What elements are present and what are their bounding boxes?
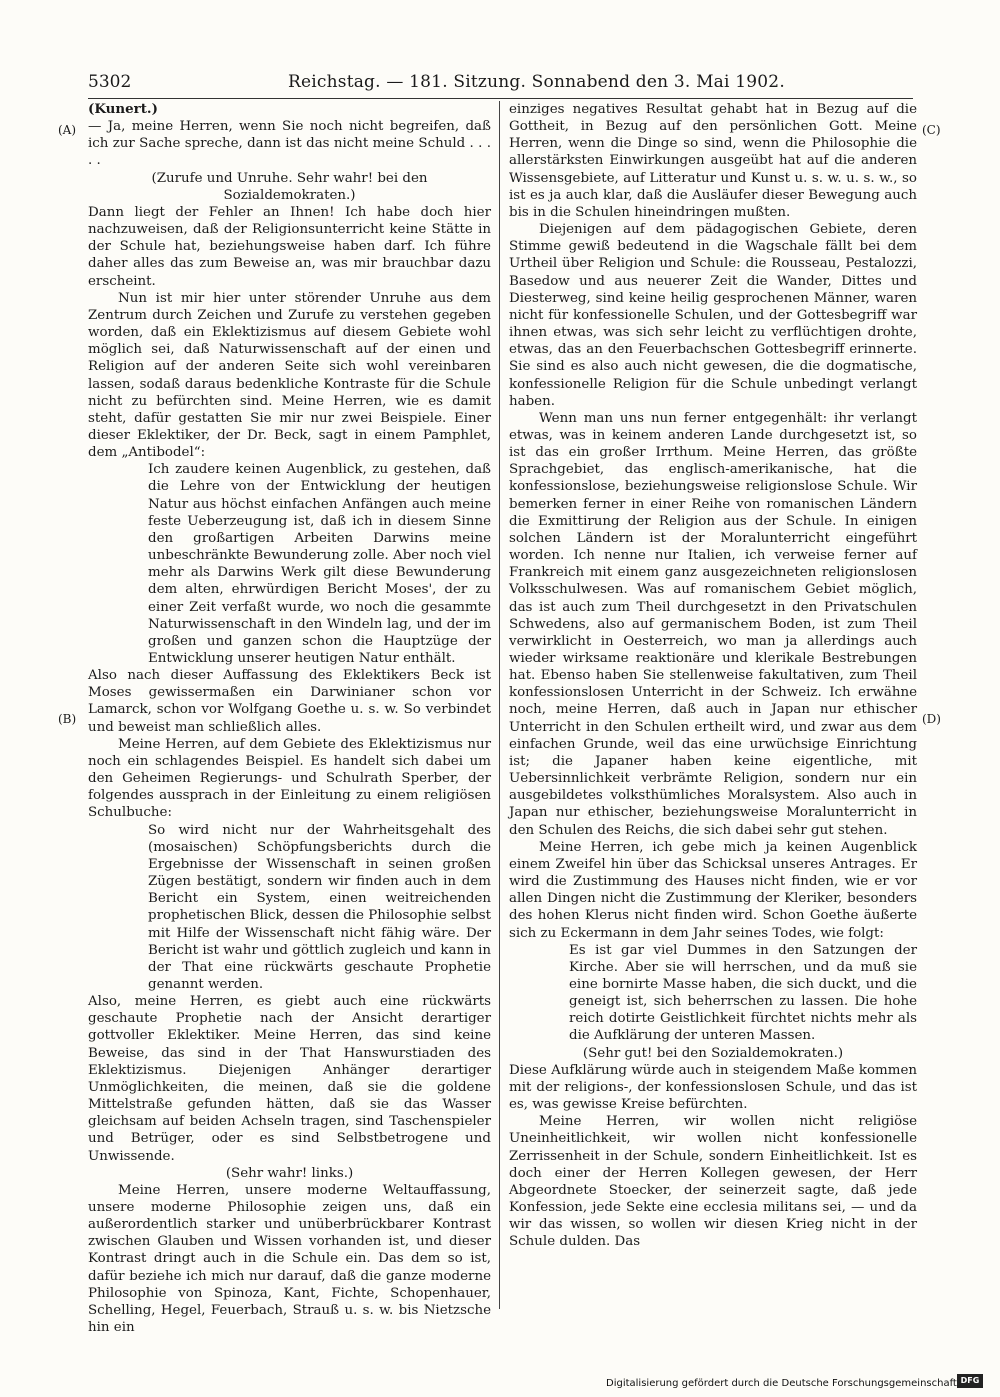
column-divider xyxy=(499,101,500,1309)
right-column xyxy=(509,101,917,1250)
paragraph: Meine Herren, wir wollen nicht religiöse Uneinheitlichkeit, wir wollen nicht konfessionelle Zerrissenheit in der Schule, sondern Einheitlichkeit. Ist es doch einer der Herren Kollegen gewesen, der Herr Abgeordnete Stoecker, der seinerzeit sagte, daß jede Konfession, jede Sekte eine ecclesia militans sei, — und da wir das wissen, so wollen wir diesen Krieg nicht in der Schule dulden. Das xyxy=(509,1114,917,1250)
dfg-logo: DFG xyxy=(957,1374,983,1388)
page-header xyxy=(88,72,918,96)
footer-credit: Digitalisierung gefördert durch die Deutsche Forschungsgemeinschaft xyxy=(606,1378,957,1389)
block-quote: So wird nicht nur der Wahrheitsgehalt des (mosaischen) Schöpfungsberichts durch die Ergebnisse der Wissenschaft in seinen großen Zügen bestätigt, sondern wir finden auch in dem Bericht ein System, einen weitreichenden prophetischen Blick, dessen die Philosophie selbst mit Hilfe der Wissenschaft nicht fähig wäre. Der Bericht ist wahr und göttlich zugleich und kann in der That eine rückwärts geschaute Prophetie genannt werden. xyxy=(148,822,491,992)
paragraph: Wenn man uns nun ferner entgegenhält: ihr verlangt etwas, was in keinem anderen Lande durchgesetzt ist, so ist das ein großer Irrthum. Meine Herren, das größte Sprachgebiet, das englisch-amerikanische, hat die konfessionslose, beziehungsweise religionslose Schule. Wir bemerken ferner in einer Reihe von romanischen Ländern die Exmittirung der Religion aus der Schule. In einigen solchen Ländern ist der Moralunterricht eingeführt worden. Ich nenne nur Italien, ich verweise ferner auf Frankreich mit einem ganz ausgezeichneten religionslosen Volksschulwesen. Was auf romanischem Gebiet möglich, das ist auch zum Theil durchgesetzt in den Privatschulen Schwedens, also auf germanischem Boden, ist zum Theil verwirklicht in Oesterreich, wo man ja allerdings auch wieder wirksame reaktionäre und klerikale Bestrebungen hat. Ebenso haben Sie stellenweise fakultativen, zum Theil konfessionslosen Unterricht in der Schweiz. Ich erwähne noch, meine Herren, daß auch in Japan nur ethischer Unterricht in den Schulen ertheilt wird, und zwar aus dem einfachen Grunde, weil das eine urwüchsige Einrichtung ist; die Japaner haben keine eigentliche, mit Uebersinnlichkeit verbrämte Religion, sondern nur ein ausgebildetes volksthümliches Moralsystem. Also auch in Japan nur ethischer, beziehungsweise Moralunterricht in den Schulen des Reichs, die sich dabei sehr gut stehen. xyxy=(509,410,917,838)
paragraph: — Ja, meine Herren, wenn Sie noch nicht begreifen, daß ich zur Sache spreche, dann ist das nicht meine Schuld . . . . . xyxy=(88,119,491,169)
paragraph: Nun ist mir hier unter störender Unruhe aus dem Zentrum durch Zeichen und Zurufe zu verstehen gegeben worden, daß ein Eklektizismus auf diesem Gebiete wohl möglich sei, daß Naturwissenschaft auf der einen und Religion auf der anderen Seite sich wohl vereinbaren lassen, sodaß daraus bedenkliche Kontraste für die Schule nicht zu befürchten sind. Meine Herren, wie es damit steht, dafür gestatten Sie mir nur zwei Beispiele. Einer dieser Eklektiker, der Dr. Beck, sagt in einem Pamphlet, dem „Antibodel“: xyxy=(88,290,491,461)
margin-marker-c: (C) xyxy=(922,123,941,137)
speaker-name: (Kunert.) xyxy=(88,101,158,117)
interjection: (Zurufe und Unruhe. Sehr wahr! bei den Sozialdemokraten.) xyxy=(151,170,428,203)
paragraph: Also, meine Herren, es giebt auch eine rückwärts geschaute Prophetie nach der Ansicht derartiger gottvoller Eklektiker. Meine Herren, das sind keine Beweise, das sind in der That Hanswurstiaden des Eklektizismus. Diejenigen Anhänger derartiger Unmöglichkeiten, die meinen, daß sie die goldene Mittelstraße gefunden hätten, daß sie das Wasser gleichsam auf beiden Achseln tragen, sind Taschenspieler und Betrüger, oder es sind Selbstbetrogene und Unwissende. xyxy=(88,994,491,1164)
paragraph: Meine Herren, ich gebe mich ja keinen Augenblick einem Zweifel hin über das Schicksal unseres Antrages. Er wird die Zustimmung des Hauses nicht finden, wie er vor allen Dingen nicht die Zustimmung der Kleriker, besonders des hohen Klerus nicht finden wird. Schon Goethe äußerte sich zu Eckermann in dem Jahr seines Todes, wie folgt: xyxy=(509,839,917,941)
paragraph: Diese Aufklärung würde auch in steigendem Maße kommen mit der religions-, der konfessionslosen Schule, und das ist es, was gewisse Kreise befürchten. xyxy=(509,1062,917,1113)
left-column xyxy=(88,101,491,1336)
paragraph: Meine Herren, unsere moderne Weltauffassung, unsere moderne Philosophie zeigen uns, daß ein außerordentlich starker und unüberbrückbarer Kontrast zwischen Glauben und Wissen vorhanden ist, und dieser Kontrast dringt auch in die Schule ein. Das dem so ist, dafür beziehe ich mich nur darauf, daß die ganze moderne Philosophie von Spinoza, Kant, Fichte, Schopenhauer, Schelling, Hegel, Feuerbach, Strauß u. s. w. bis Nietzsche hin ein xyxy=(88,1182,491,1336)
margin-marker-a: (A) xyxy=(58,123,77,137)
paragraph: Meine Herren, auf dem Gebiete des Eklektizismus nur noch ein schlagendes Beispiel. Es handelt sich dabei um den Geheimen Regierungs- und Schulrath Sperber, der folgendes aussprach in der Einleitung zu einem religiösen Schulbuche: xyxy=(88,736,491,821)
interjection: (Sehr gut! bei den Sozialdemokraten.) xyxy=(582,1045,844,1061)
block-quote: Ich zaudere keinen Augenblick, zu gestehen, daß die Lehre von der Entwicklung der heutigen Natur aus höchst einfachen Anfängen auch meine feste Ueberzeugung ist, daß ich in diesem Sinne den großartigen Arbeiten Darwins meine unbeschränkte Bewunderung zolle. Aber noch viel mehr als Darwins Werk gilt diese Bewunderung dem alten, ehrwürdigen Bericht Moses', der zu einer Zeit verfaßt wurde, wo noch die gesammte Naturwissenschaft in den Windeln lag, und der im großen und ganzen schon die Hauptzüge der Entwicklung unserer heutigen Natur enthält. xyxy=(148,462,491,666)
paragraph: Also nach dieser Auffassung des Eklektikers Beck ist Moses gewissermaßen ein Darwinianer schon vor Lamarck, schon vor Wolfgang Goethe u. s. w. So verbindet und beweist man schließlich alles. xyxy=(88,668,491,735)
header-rule xyxy=(88,98,913,99)
running-title: Reichstag. — 181. Sitzung. Sonnabend den 3. Mai 1902. xyxy=(288,72,785,92)
block-quote: Es ist gar viel Dummes in den Satzungen der Kirche. Aber sie will herrschen, und da muß sie eine bornirte Masse haben, die sich duckt, und die geneigt ist, sich beherrschen zu lassen. Die hohe reich dotirte Geistlichkeit fürchtet nichts mehr als die Aufklärung der unteren Massen. xyxy=(569,942,917,1044)
paragraph: Diejenigen auf dem pädagogischen Gebiete, deren Stimme gewiß bedeutend in die Wagschale fällt bei dem Urtheil über Religion und Schule: die Rousseau, Pestalozzi, Basedow und aus neuerer Zeit die Wander, Dittes und Diesterweg, sind keine heilig gesprochenen Männer, waren nicht für konfessionelle Schulen, und der Gottesbegriff war ihnen etwas, was sich sehr leicht zu verflüchtigen drohte, etwas, das an den Feuerbachschen Gottesbegriff erinnerte. Sie sind es also auch nicht gewesen, die die dogmatische, konfessionelle Religion für die Schule unbedingt verlangt haben. xyxy=(509,222,917,409)
page-number: 5302 xyxy=(88,72,132,92)
margin-marker-d: (D) xyxy=(922,712,941,726)
interjection: (Sehr wahr! links.) xyxy=(225,1165,354,1181)
paragraph: Dann liegt der Fehler an Ihnen! Ich habe doch hier nachzuweisen, daß der Religionsunterricht keine Stätte in der Schule hat, beziehungsweise haben darf. Ich führe daher alles das zum Beweise an, was mir brauchbar dazu erscheint. xyxy=(88,204,491,289)
paragraph: einziges negatives Resultat gehabt hat in Bezug auf die Gottheit, in Bezug auf den persönlichen Gott. Meine Herren, wenn die Dinge so sind, wenn die Philosophie die allerstärksten Einwirkungen ausgeübt hat auf die anderen Wissensgebiete, auf Litteratur und Kunst u. s. w. u. s. w., so ist es ja auch klar, daß die Ausläufer dieser Bewegung auch bis in die Schulen hineindringen mußten. xyxy=(509,102,917,220)
margin-marker-b: (B) xyxy=(58,712,77,726)
